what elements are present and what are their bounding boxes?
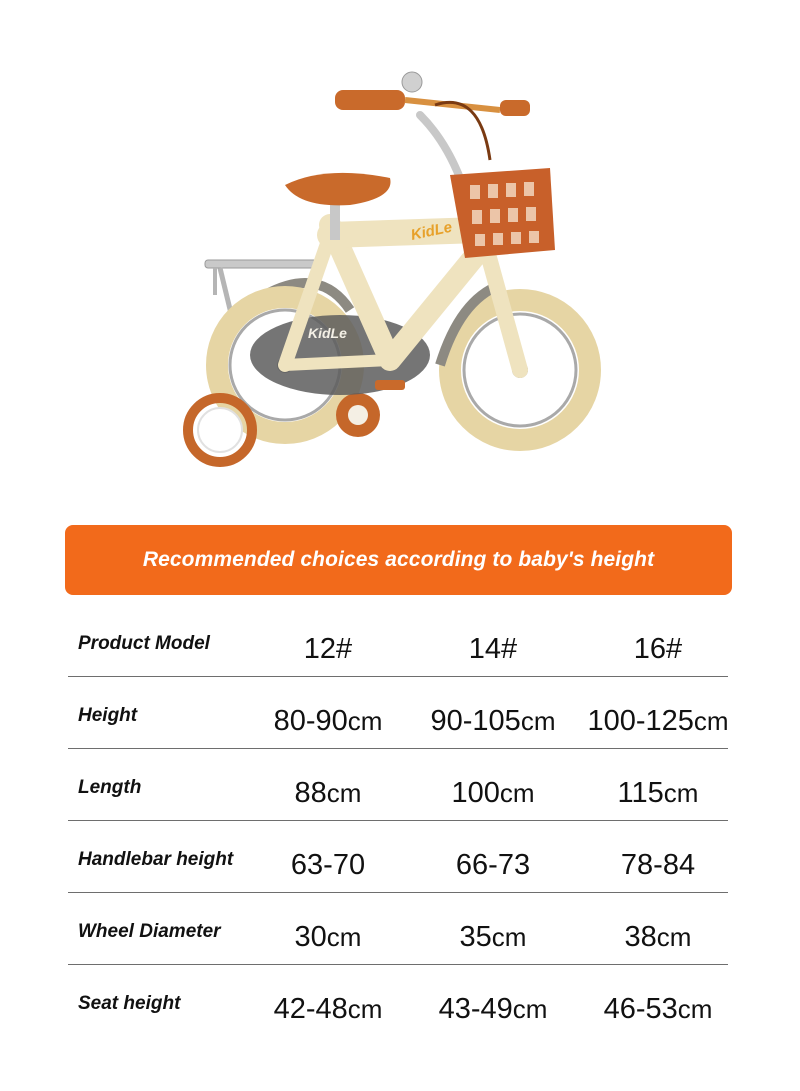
- row-product-model: [68, 605, 728, 677]
- left-grip: [335, 90, 405, 110]
- cell-length-12: 88cm: [294, 777, 362, 809]
- pedal: [375, 380, 405, 390]
- row-label: Product Model: [78, 633, 210, 654]
- cell-handlebar-16: 78-84: [620, 849, 696, 881]
- cell-length-14: 100cm: [451, 777, 535, 809]
- row-label: Length: [78, 777, 142, 798]
- cell-height-12: 80-90cm: [273, 705, 383, 737]
- row-handlebar-height: [68, 821, 728, 893]
- cell-handlebar-12: 63-70: [290, 849, 366, 881]
- right-grip: [500, 100, 530, 116]
- row-wheel-diameter: [68, 893, 728, 965]
- size-spec-table: [68, 605, 728, 1036]
- cell-wheel-16: 38cm: [624, 921, 692, 953]
- row-label: Seat height: [78, 993, 181, 1014]
- cell-height-14: 90-105cm: [430, 705, 556, 737]
- cell-wheel-14: 35cm: [459, 921, 527, 953]
- seat-post: [330, 200, 340, 240]
- cell-model-14: 14#: [468, 633, 518, 665]
- seat: [285, 173, 391, 205]
- row-height: [68, 677, 728, 749]
- cell-length-16: 115cm: [617, 777, 699, 809]
- row-seat-height: [68, 965, 728, 1036]
- cell-handlebar-14: 66-73: [455, 849, 531, 881]
- bell-icon: [402, 72, 422, 92]
- cell-seat-16: 46-53cm: [603, 993, 713, 1025]
- row-label: Wheel Diameter: [78, 921, 221, 942]
- frame-logo: KidLe: [409, 218, 454, 244]
- cell-model-16: 16#: [633, 633, 683, 665]
- kids-bike-image: [180, 60, 620, 480]
- row-label: Handlebar height: [78, 849, 234, 870]
- cell-height-16: 100-125cm: [587, 705, 729, 737]
- banner-text: Recommended choices according to baby's height: [142, 548, 655, 571]
- cell-seat-12: 42-48cm: [273, 993, 383, 1025]
- chainguard-logo: KidLe: [308, 325, 347, 341]
- row-length: [68, 749, 728, 821]
- cell-wheel-12: 30cm: [294, 921, 362, 953]
- cell-model-12: 12#: [303, 633, 353, 665]
- cell-seat-14: 43-49cm: [438, 993, 548, 1025]
- recommendation-banner: [65, 525, 732, 595]
- front-basket: [450, 168, 555, 258]
- row-label: Height: [78, 705, 138, 726]
